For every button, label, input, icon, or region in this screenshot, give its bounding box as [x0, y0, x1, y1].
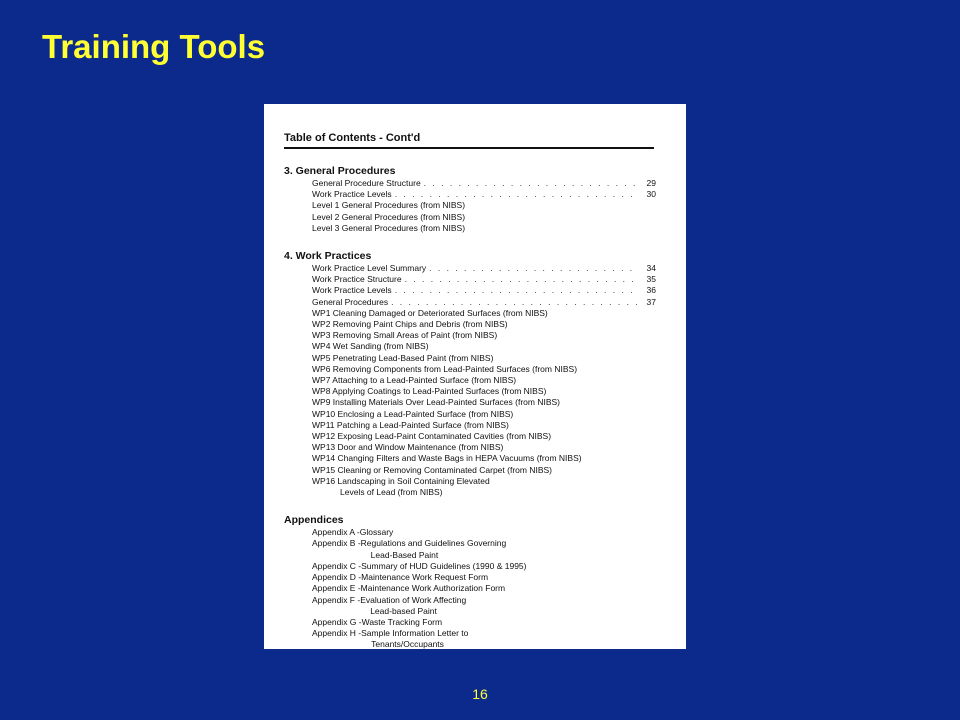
- appendix-label: Appendix H -: [312, 628, 362, 639]
- appendix-label: Appendix A -: [312, 527, 360, 538]
- toc-entry-text: WP4 Wet Sanding (from NIBS): [312, 341, 429, 352]
- toc-entry-text: WP9 Installing Materials Over Lead-Painted Surfaces (from NIBS): [312, 397, 561, 408]
- appendix-title: Regulations and Guidelines Governing: [360, 538, 507, 549]
- appendix-title-continuation: Tenants/Occupants: [371, 639, 444, 650]
- toc-entry-continuation: Levels of Lead (from NIBS): [340, 487, 443, 498]
- document-page-image: [264, 104, 686, 649]
- toc-entry: [312, 341, 656, 352]
- appendix-label: Appendix D -: [312, 572, 362, 583]
- appendix-title: Sample Information Letter to: [361, 628, 469, 639]
- dot-leader: [429, 263, 637, 274]
- appendix-title: Glossary: [359, 527, 394, 538]
- toc-entry: [312, 189, 656, 200]
- toc-entry: [312, 274, 656, 285]
- toc-entry-text: WP10 Enclosing a Lead-Painted Surface (from NIBS): [312, 408, 514, 419]
- toc-entry-text: WP5 Penetrating Lead-Based Paint (from NIBS): [312, 352, 494, 363]
- appendix-entry: [312, 538, 656, 560]
- appendix-label: Appendix E -: [312, 583, 361, 594]
- toc-section: [284, 250, 656, 498]
- appendix-title-continuation: Lead-Based Paint: [370, 549, 439, 560]
- toc-entry-text: General Procedure Structure: [312, 178, 421, 188]
- appendix-entry: [312, 628, 656, 650]
- toc-entry: [312, 386, 656, 397]
- toc-page-number: 34: [646, 263, 656, 274]
- toc-entry-text: Work Practice Levels: [312, 285, 392, 296]
- toc-entry: [312, 319, 656, 330]
- toc-entry: [312, 364, 656, 375]
- toc-entry: [312, 178, 656, 189]
- toc-entry: [312, 330, 656, 341]
- appendix-entry: [312, 595, 656, 617]
- toc-entry: [312, 285, 656, 296]
- toc-entry: [312, 375, 656, 386]
- dot-leader: [395, 285, 637, 296]
- toc-entry-text: Work Practice Level Summary: [312, 263, 427, 274]
- toc-entry-text: Level 1 General Procedures (from NIBS): [312, 200, 466, 211]
- dot-leader: [395, 189, 637, 200]
- toc-entry: [312, 420, 656, 431]
- appendix-label: Appendix C -: [312, 560, 362, 571]
- section-heading: 3. General Procedures: [284, 165, 396, 177]
- appendix-title: Maintenance Work Authorization Form: [360, 583, 506, 594]
- toc-entry: [312, 431, 656, 442]
- toc-page-number: 35: [646, 274, 656, 285]
- dot-leader: [405, 274, 637, 285]
- toc-entry-text: WP15 Cleaning or Removing Contaminated Carpet (from NIBS): [312, 464, 552, 475]
- appendix-entry: [312, 527, 656, 538]
- appendix-entry: [312, 572, 656, 583]
- toc-entry-text: General Procedures: [312, 296, 389, 307]
- toc-entry-text: Work Practice Structure: [312, 274, 402, 285]
- toc-entry-text: WP16 Landscaping in Soil Containing Elevated: [312, 475, 490, 486]
- toc-entry-text: WP11 Patching a Lead-Painted Surface (from NIBS): [312, 419, 509, 430]
- toc-entry-text: WP14 Changing Filters and Waste Bags in HEPA Vacuums (from NIBS): [312, 453, 582, 464]
- toc-entry-text: WP3 Removing Small Areas of Paint (from NIBS): [312, 330, 498, 341]
- toc-entry: [312, 353, 656, 364]
- toc-entry: [312, 223, 656, 234]
- appendix-entry: [312, 617, 656, 628]
- toc-page-number: 36: [646, 285, 656, 296]
- toc-entry-text: WP13 Door and Window Maintenance (from NIBS): [312, 442, 504, 453]
- toc-section: [284, 165, 656, 234]
- toc-entry: [312, 442, 656, 453]
- dot-leader: [424, 178, 637, 189]
- toc-entry-text: Level 2 General Procedures (from NIBS): [312, 211, 466, 222]
- toc-entry-text: WP6 Removing Components from Lead-Painted Surfaces (from NIBS): [312, 363, 578, 374]
- appendix-title: Evaluation of Work Affecting: [360, 594, 467, 605]
- toc-entry: [312, 409, 656, 420]
- toc-entry: [312, 465, 656, 476]
- toc-entry: [312, 212, 656, 223]
- appendix-label: Appendix F -: [312, 594, 361, 605]
- appendix-entry: [312, 583, 656, 594]
- appendices-section: [284, 514, 656, 650]
- document-title: Table of Contents - Cont'd: [284, 132, 654, 149]
- dot-leader: [391, 297, 637, 308]
- appendix-title: Maintenance Work Request Form: [361, 572, 489, 583]
- toc-entry: [312, 453, 656, 464]
- toc-sections: [284, 165, 656, 498]
- toc-entry-text: WP7 Attaching to a Lead-Painted Surface (from NIBS): [312, 375, 517, 386]
- appendix-entry: [312, 561, 656, 572]
- section-heading: 4. Work Practices: [284, 250, 372, 263]
- toc-entry-text: WP1 Cleaning Damaged or Deteriorated Surfaces (from NIBS): [312, 307, 548, 318]
- toc-entry: [312, 297, 656, 308]
- toc-entry: [312, 200, 656, 211]
- toc-page-number: 29: [646, 178, 656, 188]
- appendix-list: [284, 527, 656, 650]
- toc-entry: [312, 397, 656, 408]
- appendix-label: Appendix B -: [312, 538, 361, 549]
- toc-entry: [312, 308, 656, 319]
- appendix-title: Waste Tracking Form: [361, 616, 443, 627]
- toc-entry-text: WP8 Applying Coatings to Lead-Painted Surfaces (from NIBS): [312, 386, 547, 397]
- toc-entry-text: Work Practice Levels: [312, 189, 392, 200]
- appendix-label: Appendix G -: [312, 616, 362, 627]
- toc-entry: [312, 263, 656, 274]
- toc-entry-text: WP12 Exposing Lead-Paint Contaminated Cavities (from NIBS): [312, 431, 552, 442]
- slide-title: Training Tools: [42, 28, 266, 65]
- toc-page-number: 37: [646, 296, 656, 307]
- appendices-heading: Appendices: [284, 514, 344, 527]
- toc-page-number: 30: [646, 189, 656, 200]
- toc-entry: [312, 476, 656, 498]
- toc-entry-text: Level 3 General Procedures (from NIBS): [312, 222, 466, 233]
- toc-entry-text: WP2 Removing Paint Chips and Debris (from NIBS): [312, 319, 508, 330]
- appendix-title: Summary of HUD Guidelines (1990 & 1995): [361, 560, 527, 571]
- appendix-title-continuation: Lead-based Paint: [370, 605, 437, 616]
- slide-page-number: 16: [472, 686, 488, 702]
